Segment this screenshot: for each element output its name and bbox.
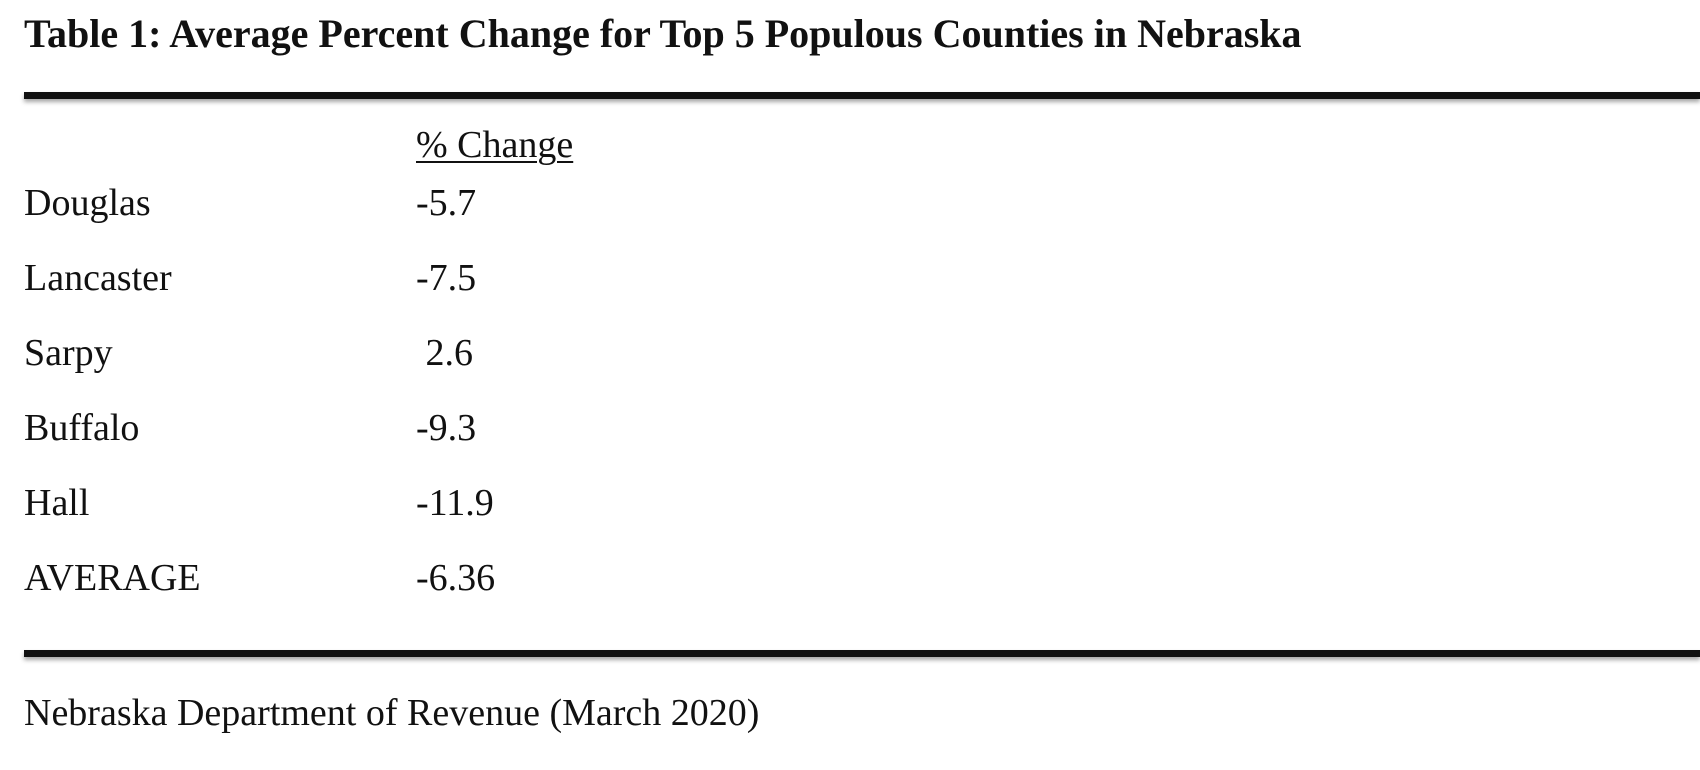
table-row <box>0 253 900 303</box>
percent-change-value: -5.7 <box>416 182 477 224</box>
source-note: Nebraska Department of Revenue (March 2020) <box>24 692 760 734</box>
county-name: Buffalo <box>24 407 140 449</box>
county-name: Sarpy <box>24 332 113 374</box>
county-name: Douglas <box>24 182 151 224</box>
table-row-average <box>0 553 900 603</box>
table-title: Table 1: Average Percent Change for Top 5 Populous Counties in Nebraska <box>24 11 1302 56</box>
average-label: AVERAGE <box>24 557 201 599</box>
percent-change-value: -7.5 <box>416 257 477 299</box>
table-row <box>0 328 900 378</box>
county-name: Hall <box>24 482 90 524</box>
table-row <box>0 403 900 453</box>
top-rule <box>24 92 1700 99</box>
column-header-percent-change: % Change <box>416 124 574 166</box>
table-row <box>0 478 900 528</box>
county-name: Lancaster <box>24 257 172 299</box>
percent-change-value: -11.9 <box>416 482 494 524</box>
bottom-rule <box>24 650 1700 657</box>
percent-change-value: -9.3 <box>416 407 477 449</box>
average-value: -6.36 <box>416 557 496 599</box>
percent-change-value: 2.6 <box>416 332 473 374</box>
table-row <box>0 178 900 228</box>
